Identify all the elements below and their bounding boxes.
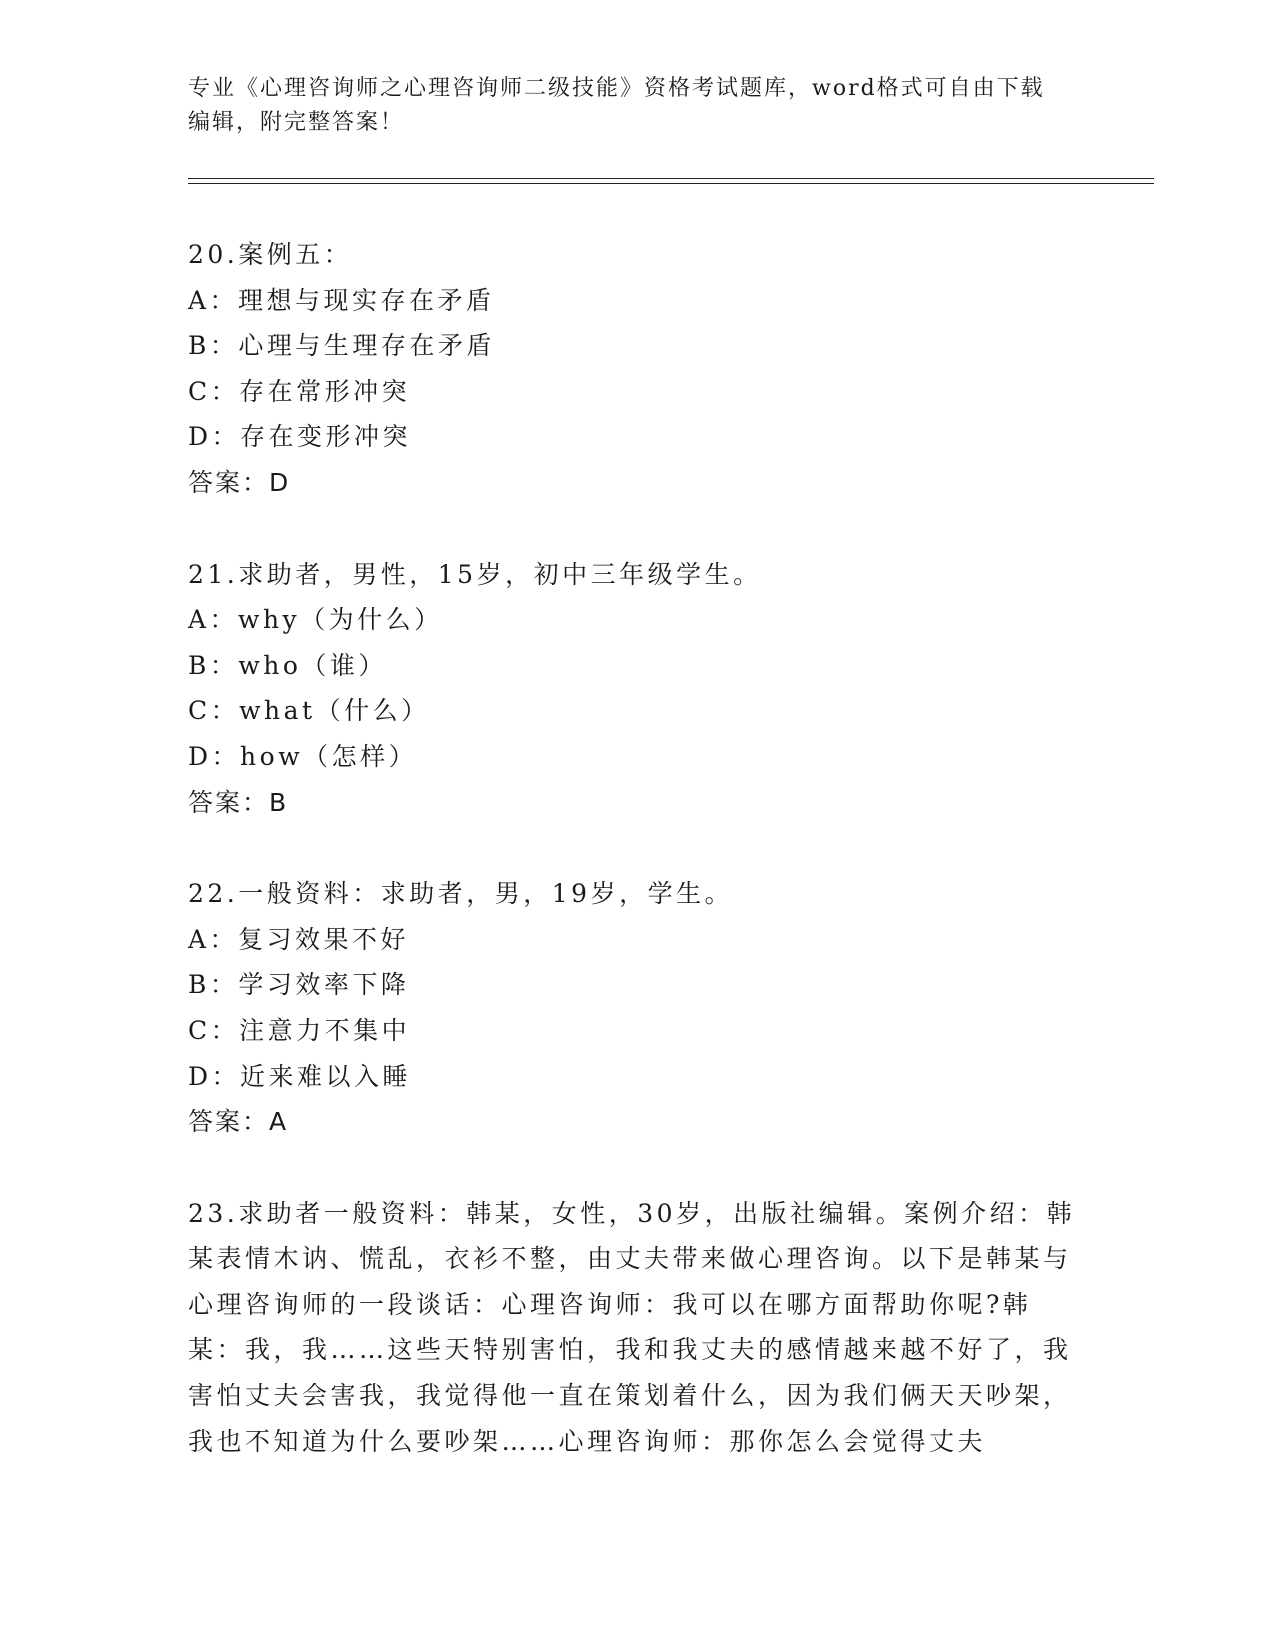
option-d: D：存在变形冲突 (188, 422, 412, 452)
question-stem: 23.求助者一般资料：韩某，女性，30岁，出版社编辑。案例介绍：韩某表情木讷、慌乱，衣衫不整，由丈夫带来做心理咨询。以下是韩某与心理咨询师的一段谈话：心理咨询师：我可以在哪方面帮助你呢?韩某：我，我……这些天特别害怕，我和我丈夫的感情越来越不好了，我害怕丈夫会害我，我觉得他一直在策划着什么，因为我们俩天天吵架，我也不知道为什么要吵架……心理咨询师：那你怎么会觉得丈夫 (188, 1198, 1076, 1456)
question-21 (188, 552, 1088, 826)
question-22 (188, 871, 1088, 1145)
answer-label: 答案：D (188, 467, 291, 497)
option-c: C：存在常形冲突 (188, 376, 411, 406)
option-a: A：复习效果不好 (188, 924, 410, 954)
question-list (188, 232, 1088, 1510)
option-b: B：心理与生理存在矛盾 (188, 331, 495, 361)
option-a: A：why（为什么） (188, 605, 443, 635)
question-20 (188, 232, 1088, 506)
option-d: D：how（怎样） (188, 741, 418, 771)
option-d: D：近来难以入睡 (188, 1061, 412, 1091)
header-divider-top (188, 178, 1154, 179)
option-c: C：what（什么） (188, 696, 430, 726)
option-c: C：注意力不集中 (188, 1015, 411, 1045)
option-b: B：who（谁） (188, 650, 387, 680)
question-stem: 21.求助者，男性，15岁，初中三年级学生。 (188, 559, 762, 589)
question-stem: 22.一般资料：求助者，男，19岁，学生。 (188, 879, 734, 909)
answer-label: 答案：B (188, 787, 289, 817)
answer-label: 答案：A (188, 1107, 289, 1137)
option-a: A：理想与现实存在矛盾 (188, 285, 495, 315)
option-b: B：学习效率下降 (188, 970, 410, 1000)
header-divider-bottom (188, 183, 1154, 184)
page-header: 专业《心理咨询师之心理咨询师二级技能》资格考试题库，word格式可自由下载编辑，附完整答案！ (188, 76, 1045, 135)
question-23 (188, 1191, 1088, 1465)
question-stem: 20.案例五： (188, 240, 353, 269)
